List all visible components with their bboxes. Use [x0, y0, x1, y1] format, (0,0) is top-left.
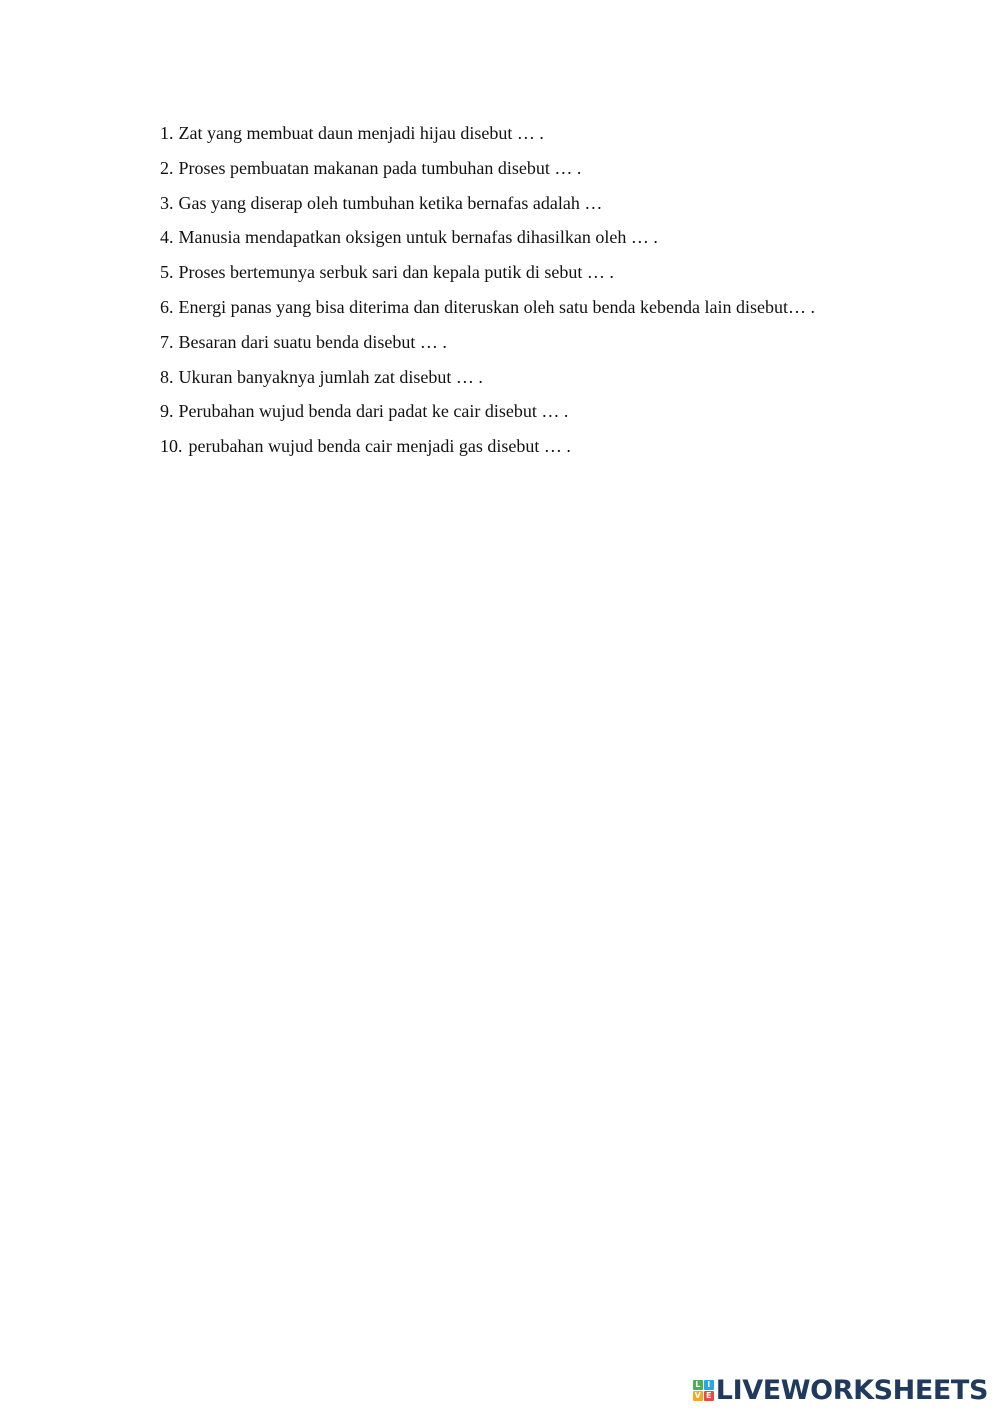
question-list	[160, 116, 860, 464]
liveworksheets-logo-icon	[693, 1380, 714, 1401]
question-item-1	[160, 116, 860, 151]
logo-letter-l: L	[693, 1380, 703, 1390]
question-text: Zat yang membuat daun menjadi hijau disebut … .	[178, 123, 544, 143]
question-text: perubahan wujud benda cair menjadi gas disebut … .	[188, 436, 571, 457]
question-item-10	[160, 429, 860, 464]
question-item-9	[160, 394, 860, 429]
logo-letter-i: I	[704, 1380, 714, 1390]
question-number: 8.	[160, 366, 174, 387]
question-text: Energi panas yang bisa diterima dan diteruskan oleh satu benda kebenda lain disebut… .	[178, 296, 815, 317]
question-text: Manusia mendapatkan oksigen untuk bernafas dihasilkan oleh … .	[178, 227, 658, 248]
question-number: 3.	[160, 192, 174, 213]
question-item-4	[160, 220, 860, 255]
logo-letter-v: V	[694, 1391, 701, 1400]
question-number: 9.	[160, 401, 174, 422]
question-text: Proses bertemunya serbuk sari dan kepala putik di sebut … .	[178, 262, 614, 283]
question-text: Proses pembuatan makanan pada tumbuhan disebut … .	[178, 157, 582, 178]
question-item-5	[160, 255, 860, 290]
question-number: 6.	[160, 296, 174, 317]
question-number: 10.	[160, 436, 183, 457]
question-text: Gas yang diserap oleh tumbuhan ketika bernafas adalah …	[178, 192, 603, 213]
logo-letter-e: E	[704, 1391, 714, 1401]
question-item-2	[160, 151, 860, 186]
question-number: 4.	[160, 227, 174, 248]
question-text: Perubahan wujud benda dari padat ke cair disebut … .	[178, 401, 569, 422]
liveworksheets-logo	[693, 1374, 988, 1406]
question-item-6	[160, 290, 860, 325]
question-number: 2.	[160, 157, 174, 178]
question-text: Ukuran banyaknya jumlah zat disebut … .	[178, 366, 483, 387]
question-item-7	[160, 325, 860, 360]
question-text: Besaran dari suatu benda disebut … .	[178, 331, 447, 352]
question-number: 5.	[160, 262, 174, 283]
liveworksheets-logo-text: LIVEWORKSHEETS	[715, 1374, 988, 1406]
question-item-3	[160, 186, 860, 221]
question-item-8	[160, 360, 860, 395]
question-number: 1.	[160, 123, 174, 143]
question-number: 7.	[160, 331, 174, 352]
